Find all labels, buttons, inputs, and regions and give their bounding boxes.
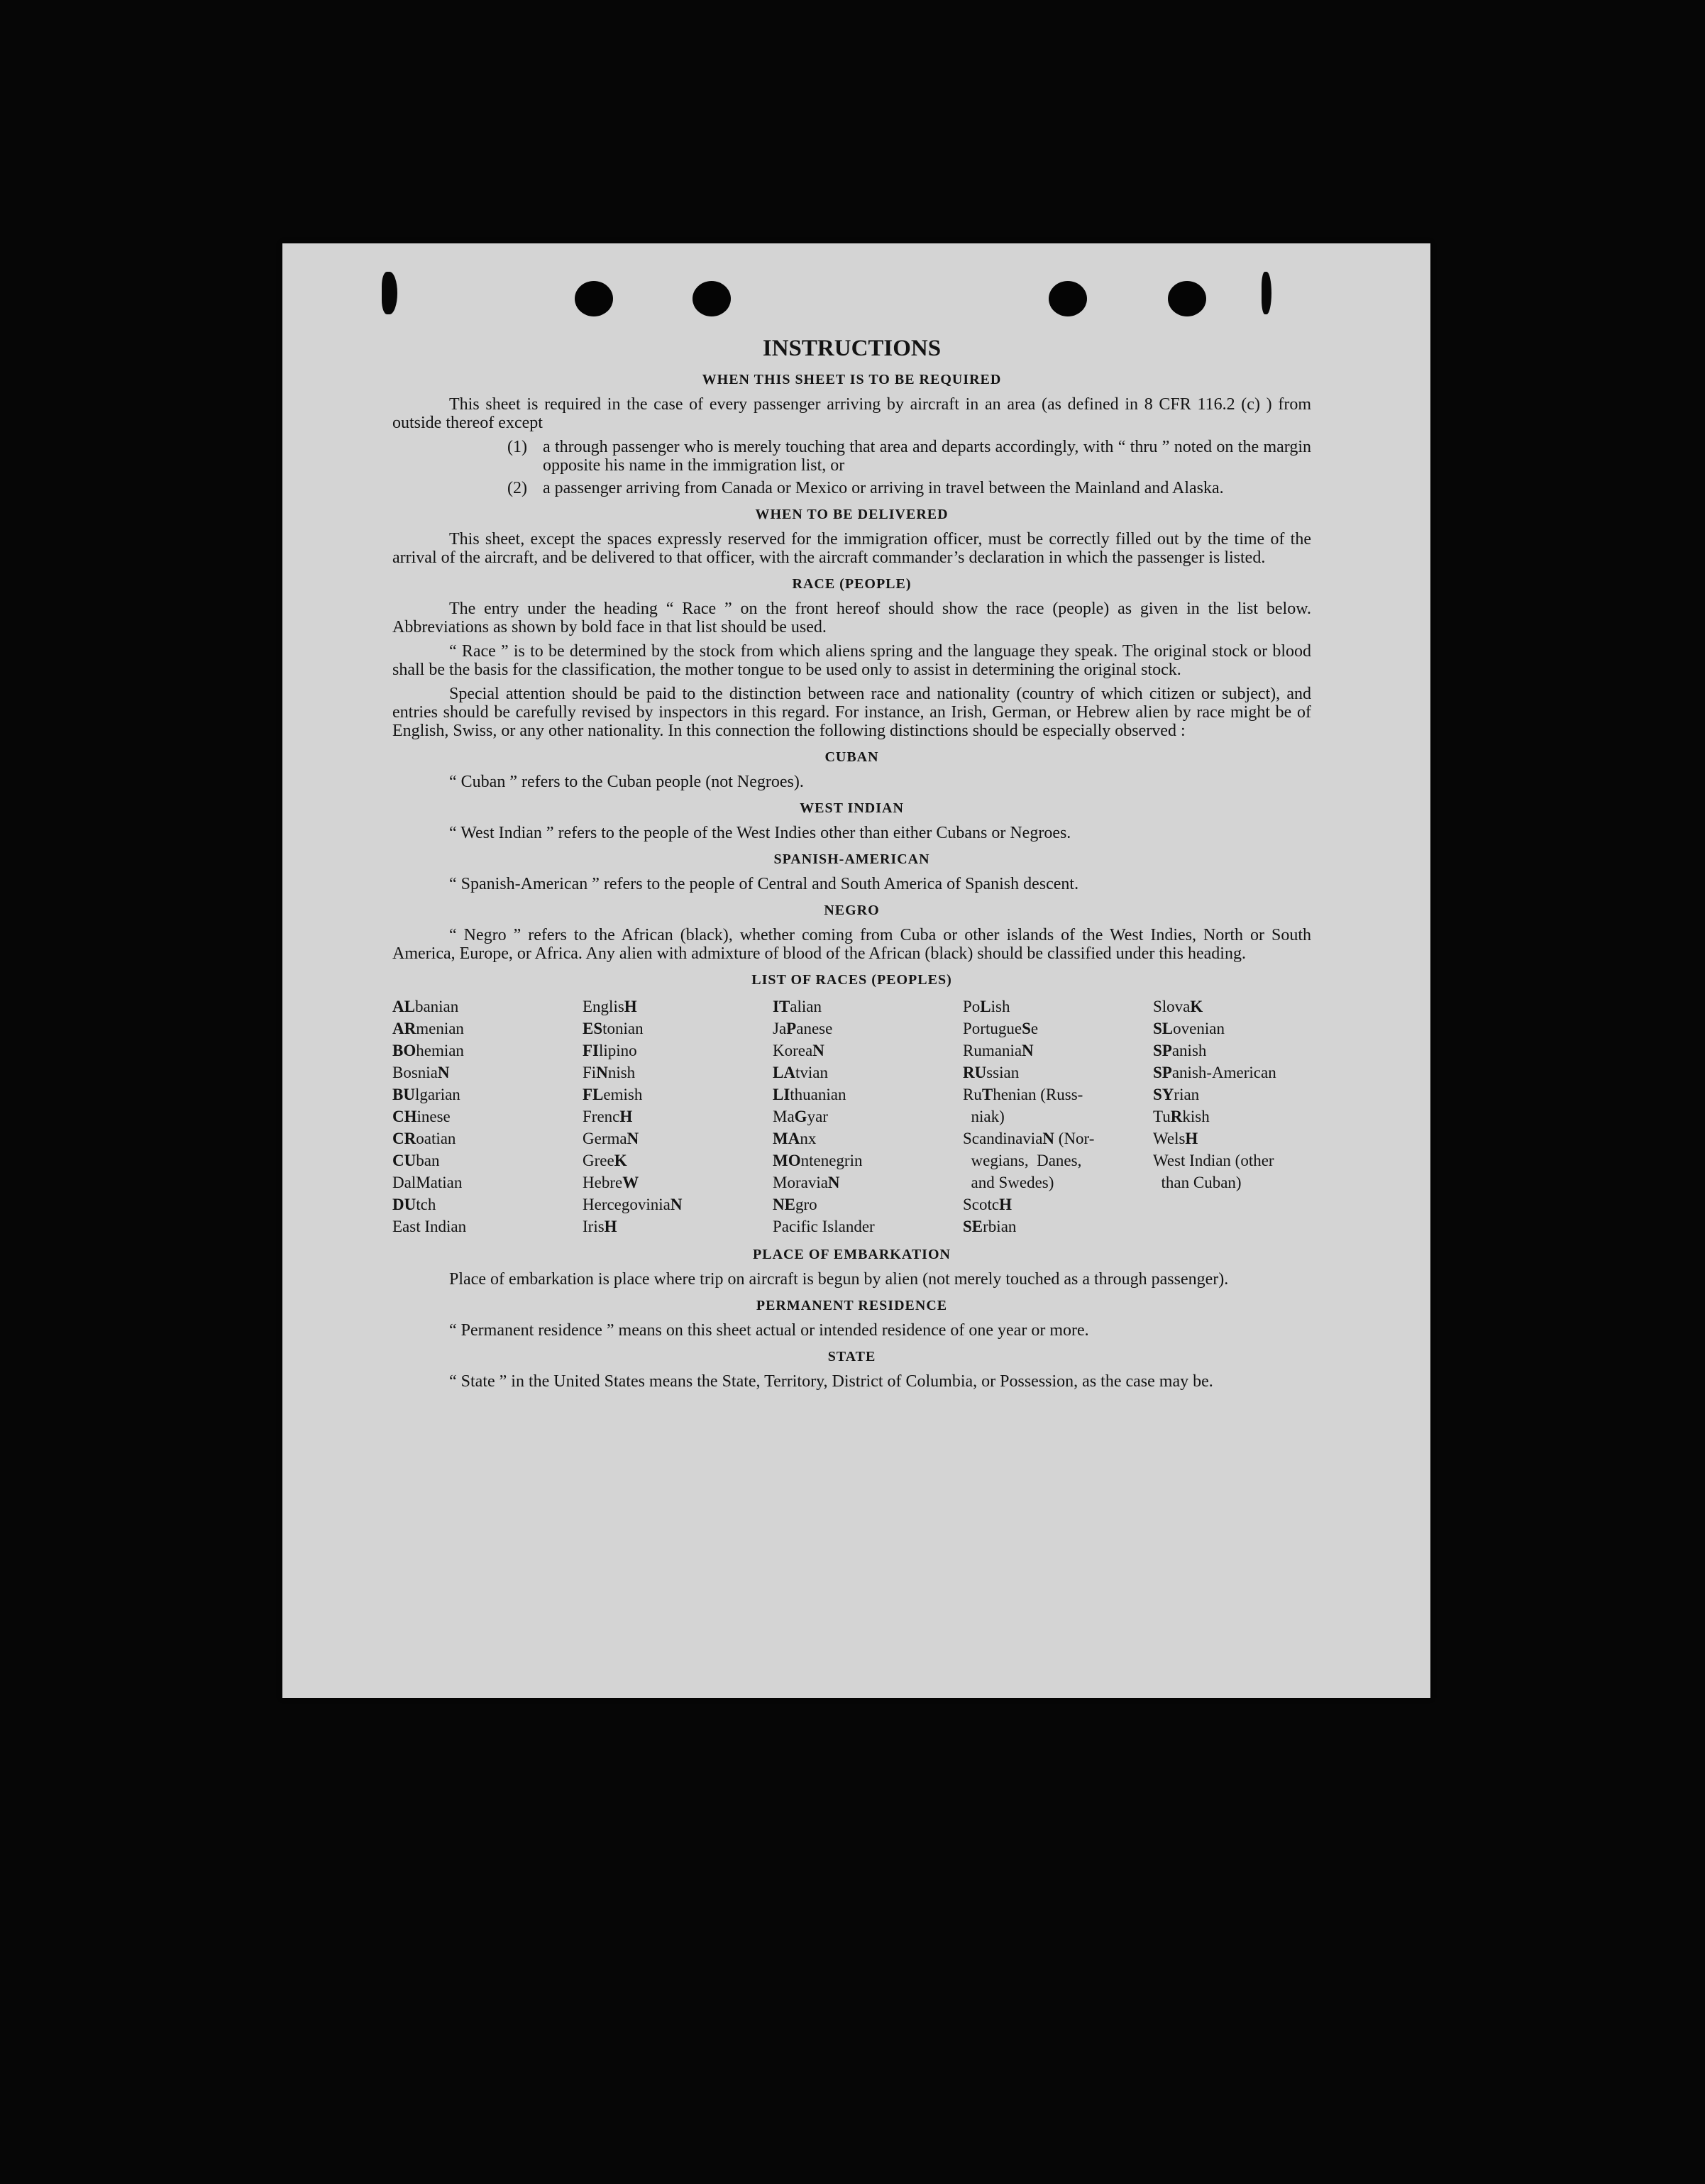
race-abbreviation: NE xyxy=(773,1196,795,1213)
race-text: tvian xyxy=(795,1064,828,1081)
race-text: ovenian xyxy=(1173,1020,1225,1037)
race-text: rian xyxy=(1174,1086,1200,1103)
race-entry xyxy=(1153,1127,1311,1149)
race-entry xyxy=(963,1083,1153,1105)
paragraph: “ Spanish-American ” refers to the people of Central and South America of Spanish descent. xyxy=(449,875,1079,893)
race-abbreviation: BO xyxy=(392,1042,416,1059)
punch-hole xyxy=(693,281,731,316)
race-entry xyxy=(583,996,773,1017)
race-abbreviation: MO xyxy=(773,1152,801,1169)
race-text: henian (Russ- xyxy=(993,1086,1083,1103)
punch-hole xyxy=(575,281,613,316)
section-heading-race: RACE (PEOPLE) xyxy=(792,576,912,592)
race-entry xyxy=(1153,1171,1311,1193)
race-text: banian xyxy=(414,998,459,1015)
race-entry xyxy=(773,996,963,1017)
race-entry xyxy=(963,996,1153,1017)
paragraph: This sheet is required in the case of every passenger arriving by aircraft in an area (as defined in 8 CFR 116.2 (c) ) from outside thereof except xyxy=(392,395,1311,432)
race-entry xyxy=(963,1039,1153,1061)
race-text: (Nor- xyxy=(1054,1130,1095,1147)
race-entry xyxy=(392,1039,583,1061)
race-abbreviation: L xyxy=(980,998,991,1015)
paragraph: “ Race ” is to be determined by the stock from which aliens spring and the language they speak. The original stock or blood shall be the basis for the classification, the mother tongue to be used only to assist in determining the original stock. xyxy=(392,642,1311,679)
race-entry xyxy=(392,1105,583,1127)
race-entry xyxy=(583,1061,773,1083)
list-item xyxy=(392,438,1311,475)
page-title: INSTRUCTIONS xyxy=(762,336,942,361)
punch-hole xyxy=(1049,281,1087,316)
race-entry xyxy=(1153,1083,1311,1105)
race-entry xyxy=(963,1105,1153,1127)
race-abbreviation: SL xyxy=(1153,1020,1174,1037)
race-entry xyxy=(392,1083,583,1105)
race-text: Englis xyxy=(583,998,624,1015)
race-text: Portugue xyxy=(963,1020,1022,1037)
race-text: East Indian xyxy=(392,1218,467,1235)
section-heading-embarkation: PLACE OF EMBARKATION xyxy=(753,1247,951,1262)
race-abbreviation: AL xyxy=(392,998,415,1015)
race-entry xyxy=(583,1193,773,1215)
section-heading-when-required: WHEN THIS SHEET IS TO BE REQUIRED xyxy=(702,372,1002,387)
race-text: hemian xyxy=(416,1042,464,1059)
race-abbreviation: AR xyxy=(392,1020,416,1037)
race-abbreviation: T xyxy=(981,1086,993,1103)
races-column xyxy=(773,996,963,1237)
race-abbreviation: H xyxy=(604,1218,617,1235)
race-entry xyxy=(773,1061,963,1083)
torn-edge-left xyxy=(382,272,397,314)
race-abbreviation: H xyxy=(1185,1130,1198,1147)
race-text: Scandinavia xyxy=(963,1130,1043,1147)
race-abbreviation: N xyxy=(437,1064,450,1081)
races-column xyxy=(1153,996,1311,1237)
race-text: anese xyxy=(796,1020,833,1037)
race-text: tch xyxy=(416,1196,436,1213)
race-text: ntenegrin xyxy=(800,1152,863,1169)
race-entry xyxy=(392,1149,583,1171)
race-abbreviation: LA xyxy=(773,1064,795,1081)
paragraph: “ Cuban ” refers to the Cuban people (not Negroes). xyxy=(449,773,804,791)
race-text: and Swedes) xyxy=(963,1174,1054,1191)
race-text: anish-American xyxy=(1171,1064,1276,1081)
race-entry xyxy=(773,1105,963,1127)
race-entry xyxy=(583,1171,773,1193)
race-abbreviation: N xyxy=(827,1174,840,1191)
race-text: Tu xyxy=(1153,1108,1171,1125)
race-entry xyxy=(392,996,583,1017)
race-abbreviation: K xyxy=(614,1152,627,1169)
race-text: Ma xyxy=(773,1108,795,1125)
paragraph: The entry under the heading “ Race ” on the front hereof should show the race (people) as given in the list below. Abbreviations as shown by bold face in that list should be used. xyxy=(392,600,1311,636)
race-text: Ru xyxy=(963,1086,982,1103)
race-entry xyxy=(773,1039,963,1061)
race-text: Frenc xyxy=(583,1108,620,1125)
race-text: Gree xyxy=(583,1152,614,1169)
race-abbreviation: CU xyxy=(392,1152,416,1169)
race-abbreviation: G xyxy=(794,1108,807,1125)
race-entry xyxy=(392,1061,583,1083)
race-abbreviation: CR xyxy=(392,1130,416,1147)
race-text: Bosnia xyxy=(392,1064,438,1081)
race-text: nish xyxy=(607,1064,636,1081)
race-entry xyxy=(583,1127,773,1149)
race-text: thuanian xyxy=(790,1086,846,1103)
race-entry xyxy=(963,1171,1153,1193)
race-abbreviation: FL xyxy=(583,1086,604,1103)
race-text: rbian xyxy=(983,1218,1017,1235)
race-text: lgarian xyxy=(414,1086,460,1103)
race-entry xyxy=(583,1149,773,1171)
paragraph: “ Negro ” refers to the African (black), whether coming from Cuba or other islands of the West Indies, North or South America, Europe, or Africa. Any alien with admixture of blood of the African (black) should be classified under this heading. xyxy=(392,926,1311,963)
section-heading-permanent-residence: PERMANENT RESIDENCE xyxy=(756,1298,948,1313)
section-heading-negro: NEGRO xyxy=(824,903,880,918)
item-text: a passenger arriving from Canada or Mexico or arriving in travel between the Mainland and Alaska. xyxy=(543,479,1224,497)
race-entry xyxy=(773,1215,963,1237)
race-entry xyxy=(583,1215,773,1237)
race-text: Fi xyxy=(583,1064,597,1081)
paragraph: “ State ” in the United States means the State, Territory, District of Columbia, or Possession, as the case may be. xyxy=(449,1372,1213,1391)
races-column xyxy=(963,996,1153,1237)
race-text: nx xyxy=(800,1130,817,1147)
paragraph: This sheet, except the spaces expressly reserved for the immigration officer, must be correctly filled out by the time of the arrival of the aircraft, and be delivered to that officer, with the aircraft commander’s declaration in which the passenger is listed. xyxy=(392,530,1311,567)
race-text: Pacific Islander xyxy=(773,1218,875,1235)
race-entry xyxy=(1153,1017,1311,1039)
race-text: yar xyxy=(807,1108,828,1125)
race-abbreviation: N xyxy=(1022,1042,1034,1059)
race-entry xyxy=(392,1017,583,1039)
race-entry xyxy=(583,1017,773,1039)
race-text: Slova xyxy=(1153,998,1191,1015)
race-text: Rumania xyxy=(963,1042,1022,1059)
race-entry xyxy=(963,1061,1153,1083)
race-text: Korea xyxy=(773,1042,813,1059)
race-abbreviation: RU xyxy=(963,1064,987,1081)
race-text: Po xyxy=(963,998,981,1015)
race-abbreviation: H xyxy=(999,1196,1012,1213)
race-abbreviation: N xyxy=(812,1042,824,1059)
race-entry xyxy=(773,1193,963,1215)
race-text: e xyxy=(1030,1020,1039,1037)
race-entry xyxy=(963,1017,1153,1039)
race-entry xyxy=(773,1083,963,1105)
section-heading-state: STATE xyxy=(827,1349,876,1364)
section-heading-cuban: CUBAN xyxy=(824,749,879,765)
punch-hole xyxy=(1168,281,1206,316)
race-entry xyxy=(392,1215,583,1237)
race-entry xyxy=(1153,996,1311,1017)
section-heading-list-of-races: LIST OF RACES (PEOPLES) xyxy=(751,972,952,988)
race-entry xyxy=(1153,1061,1311,1083)
race-entry xyxy=(1153,1149,1311,1171)
torn-edge-right xyxy=(1262,272,1271,314)
race-abbreviation: H xyxy=(624,998,637,1015)
race-abbreviation: N xyxy=(670,1196,683,1213)
race-abbreviation: SP xyxy=(1153,1042,1172,1059)
race-text: niak) xyxy=(963,1108,1005,1125)
race-abbreviation: K xyxy=(1190,998,1203,1015)
race-text: kish xyxy=(1182,1108,1210,1125)
races-column xyxy=(583,996,773,1237)
race-text: Hebre xyxy=(583,1174,623,1191)
race-text: menian xyxy=(416,1020,464,1037)
race-abbreviation: IT xyxy=(773,998,790,1015)
race-text: inese xyxy=(416,1108,451,1125)
race-abbreviation: R xyxy=(1170,1108,1183,1125)
race-entry xyxy=(1153,1105,1311,1127)
race-text: Germa xyxy=(583,1130,627,1147)
race-text: Scotc xyxy=(963,1196,1000,1213)
race-abbreviation: N xyxy=(627,1130,639,1147)
race-text: alian xyxy=(790,998,822,1015)
race-text: emish xyxy=(603,1086,643,1103)
race-entry xyxy=(583,1039,773,1061)
race-text: lipino xyxy=(599,1042,637,1059)
race-text: ban xyxy=(416,1152,440,1169)
race-text: DalMatian xyxy=(392,1174,463,1191)
race-entry xyxy=(392,1171,583,1193)
item-number: (1) xyxy=(507,438,527,456)
race-entry xyxy=(963,1193,1153,1215)
race-abbreviation: FI xyxy=(583,1042,599,1059)
race-text: Hercegovinia xyxy=(583,1196,671,1213)
race-text: anish xyxy=(1171,1042,1207,1059)
race-text: gro xyxy=(795,1196,817,1213)
race-abbreviation: W xyxy=(622,1174,639,1191)
race-entry xyxy=(963,1149,1153,1171)
race-text: ish xyxy=(991,998,1010,1015)
race-text: West Indian (other xyxy=(1153,1152,1274,1169)
race-abbreviation: MA xyxy=(773,1130,800,1147)
race-entry xyxy=(963,1127,1153,1149)
section-heading-west-indian: WEST INDIAN xyxy=(800,800,904,816)
race-entry xyxy=(773,1171,963,1193)
race-text: Wels xyxy=(1153,1130,1186,1147)
race-text: Moravia xyxy=(773,1174,828,1191)
race-entry xyxy=(773,1149,963,1171)
race-abbreviation: CH xyxy=(392,1108,417,1125)
race-abbreviation: ES xyxy=(583,1020,603,1037)
race-text: Ja xyxy=(773,1020,787,1037)
race-entry xyxy=(392,1127,583,1149)
race-abbreviation: LI xyxy=(773,1086,790,1103)
section-heading-when-delivered: WHEN TO BE DELIVERED xyxy=(755,507,949,522)
race-abbreviation: P xyxy=(786,1020,797,1037)
paragraph: “ Permanent residence ” means on this sheet actual or intended residence of one year or more. xyxy=(449,1321,1089,1340)
race-abbreviation: BU xyxy=(392,1086,415,1103)
race-abbreviation: N xyxy=(1042,1130,1055,1147)
races-column xyxy=(392,996,583,1237)
race-text: oatian xyxy=(416,1130,456,1147)
race-entry xyxy=(583,1083,773,1105)
race-text: wegians, Danes, xyxy=(963,1152,1082,1169)
race-abbreviation: N xyxy=(596,1064,608,1081)
race-entry xyxy=(583,1105,773,1127)
race-text: than Cuban) xyxy=(1153,1174,1242,1191)
race-entry xyxy=(773,1127,963,1149)
paragraph: “ West Indian ” refers to the people of the West Indies other than either Cubans or Negroes. xyxy=(449,824,1071,842)
race-text: ssian xyxy=(986,1064,1020,1081)
section-heading-spanish-american: SPANISH-AMERICAN xyxy=(773,851,930,867)
list-item xyxy=(392,479,1311,497)
race-abbreviation: S xyxy=(1022,1020,1031,1037)
race-entry xyxy=(773,1017,963,1039)
race-abbreviation: SE xyxy=(963,1218,983,1235)
race-abbreviation: DU xyxy=(392,1196,416,1213)
race-entry xyxy=(963,1215,1153,1237)
instructions-content xyxy=(392,334,1311,1396)
race-text: Iris xyxy=(583,1218,605,1235)
race-entry xyxy=(1153,1039,1311,1061)
race-abbreviation: H xyxy=(619,1108,633,1125)
document-page xyxy=(282,243,1430,1698)
paragraph: Special attention should be paid to the distinction between race and nationality (country of which citizen or subject), and entries should be carefully revised by inspectors in this regard. For instance, an Irish, German, or Hebrew alien by race might be of English, Swiss, or any other nationality. In this connection the following distinctions should be especially observed : xyxy=(392,685,1311,740)
item-number: (2) xyxy=(507,479,527,497)
paragraph: Place of embarkation is place where trip on aircraft is begun by alien (not merely touched as a through passenger). xyxy=(449,1270,1229,1289)
race-entry xyxy=(392,1193,583,1215)
races-list xyxy=(392,996,1311,1237)
race-abbreviation: SY xyxy=(1153,1086,1174,1103)
race-abbreviation: SP xyxy=(1153,1064,1172,1081)
item-text: a through passenger who is merely touching that area and departs accordingly, with “ thru ” noted on the margin opposite his name in the immigration list, or xyxy=(543,438,1311,475)
race-text: tonian xyxy=(602,1020,644,1037)
